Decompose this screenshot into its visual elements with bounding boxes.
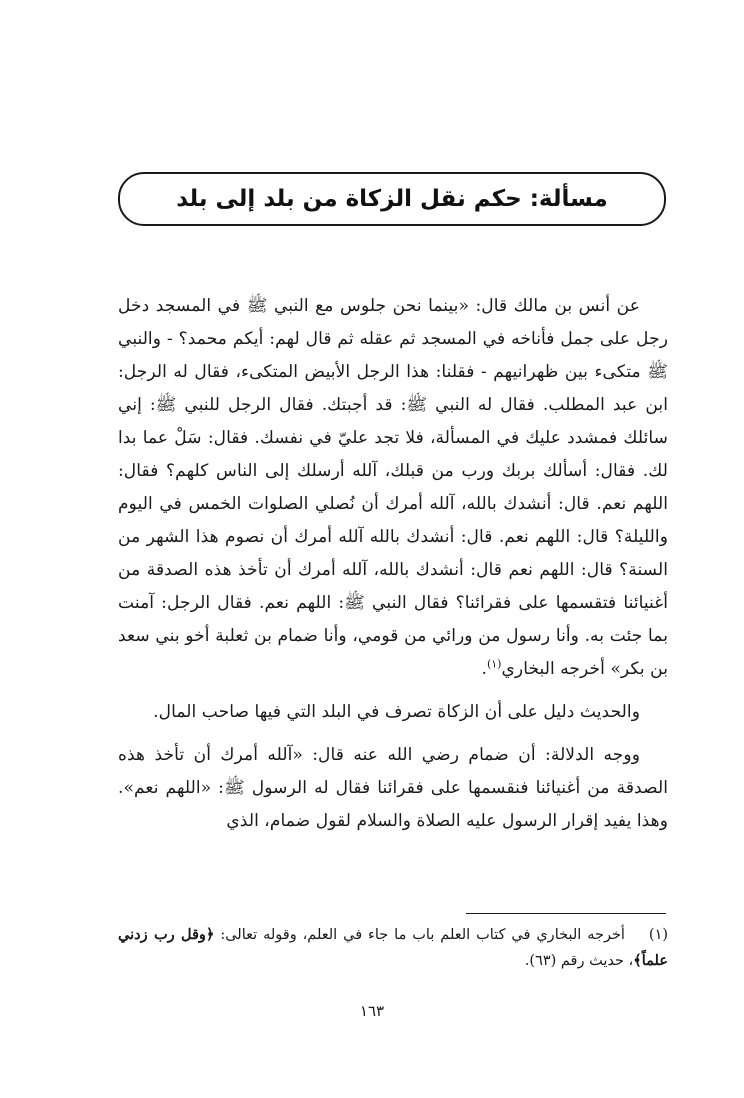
footnote-reference[interactable]: (١) bbox=[486, 657, 502, 671]
paragraph-evidence: والحديث دليل على أن الزكاة تصرف في البلد التي فيها صاحب المال. bbox=[153, 702, 640, 722]
footnote-text-before: أخرجه البخاري في كتاب العلم باب ما جاء في العلم، وقوله تعالى: bbox=[220, 927, 625, 943]
paragraph-reasoning: ووجه الدلالة: أن ضمام رضي الله عنه قال: «آلله أمرك أن تأخذ هذه الصدقة من أغنيائنا فنقسمها على فقرائنا فقال له الرسول ﷺ: «اللهم نعم». وهذا يفيد إقرار الرسول عليه الصلاة والسلام لقول ضمام، الذي bbox=[118, 745, 668, 831]
body-text bbox=[118, 290, 668, 838]
footnote bbox=[118, 922, 668, 974]
footnote-quote: ﴿وقل رب زدني علماً﴾ bbox=[118, 926, 668, 969]
footnote-number: (١) bbox=[648, 927, 669, 943]
footnote-text-after: ، حديث رقم (٦٣). bbox=[524, 953, 634, 969]
paragraph-hadith-text: عن أنس بن مالك قال: «بينما نحن جلوس مع النبي ﷺ في المسجد دخل رجل على جمل فأناخه في المسجد ثم عقله ثم قال لهم: أيكم محمد؟ - والنبي ﷺ متكىء بين ظهرانيهم - فقلنا: هذا الرجل الأبيض المتكىء، فقال له الرجل: ابن عبد المطلب. فقال له النبي ﷺ: قد أجبتك. فقال الرجل للنبي ﷺ: إني سائلك فمشدد عليك في المسألة، فلا تجد عليّ في نفسك. فقال: سَلْ عما بدا لك. فقال: أسألك بربك ورب من قبلك، آلله أرسلك إلى الناس كلهم؟ فقال: اللهم نعم. قال: أنشدك بالله، آلله أمرك أن نُصلي الصلوات الخمس في اليوم والليلة؟ قال: اللهم نعم. قال: أنشدك بالله آلله أمرك أن نصوم هذا الشهر من السنة؟ قال: اللهم نعم قال: أنشدك بالله، آلله أمرك أن تأخذ هذه الصدقة من أغنيائنا فتقسمها على فقرائنا؟ فقال النبي ﷺ: اللهم نعم. فقال الرجل: آمنت بما جئت به. وأنا رسول من ورائي من قومي، وأنا ضمام بن ثعلبة أخو بني سعد بن بكر» أخرجه البخاري bbox=[118, 296, 668, 679]
footnote-divider bbox=[466, 913, 666, 914]
page-number: ١٦٣ bbox=[359, 1002, 385, 1020]
page-title: مسألة: حكم نقل الزكاة من بلد إلى بلد bbox=[176, 186, 608, 212]
paragraph-hadith-end: . bbox=[481, 659, 487, 679]
paragraph-hadith bbox=[118, 290, 668, 686]
title-frame bbox=[118, 172, 666, 226]
